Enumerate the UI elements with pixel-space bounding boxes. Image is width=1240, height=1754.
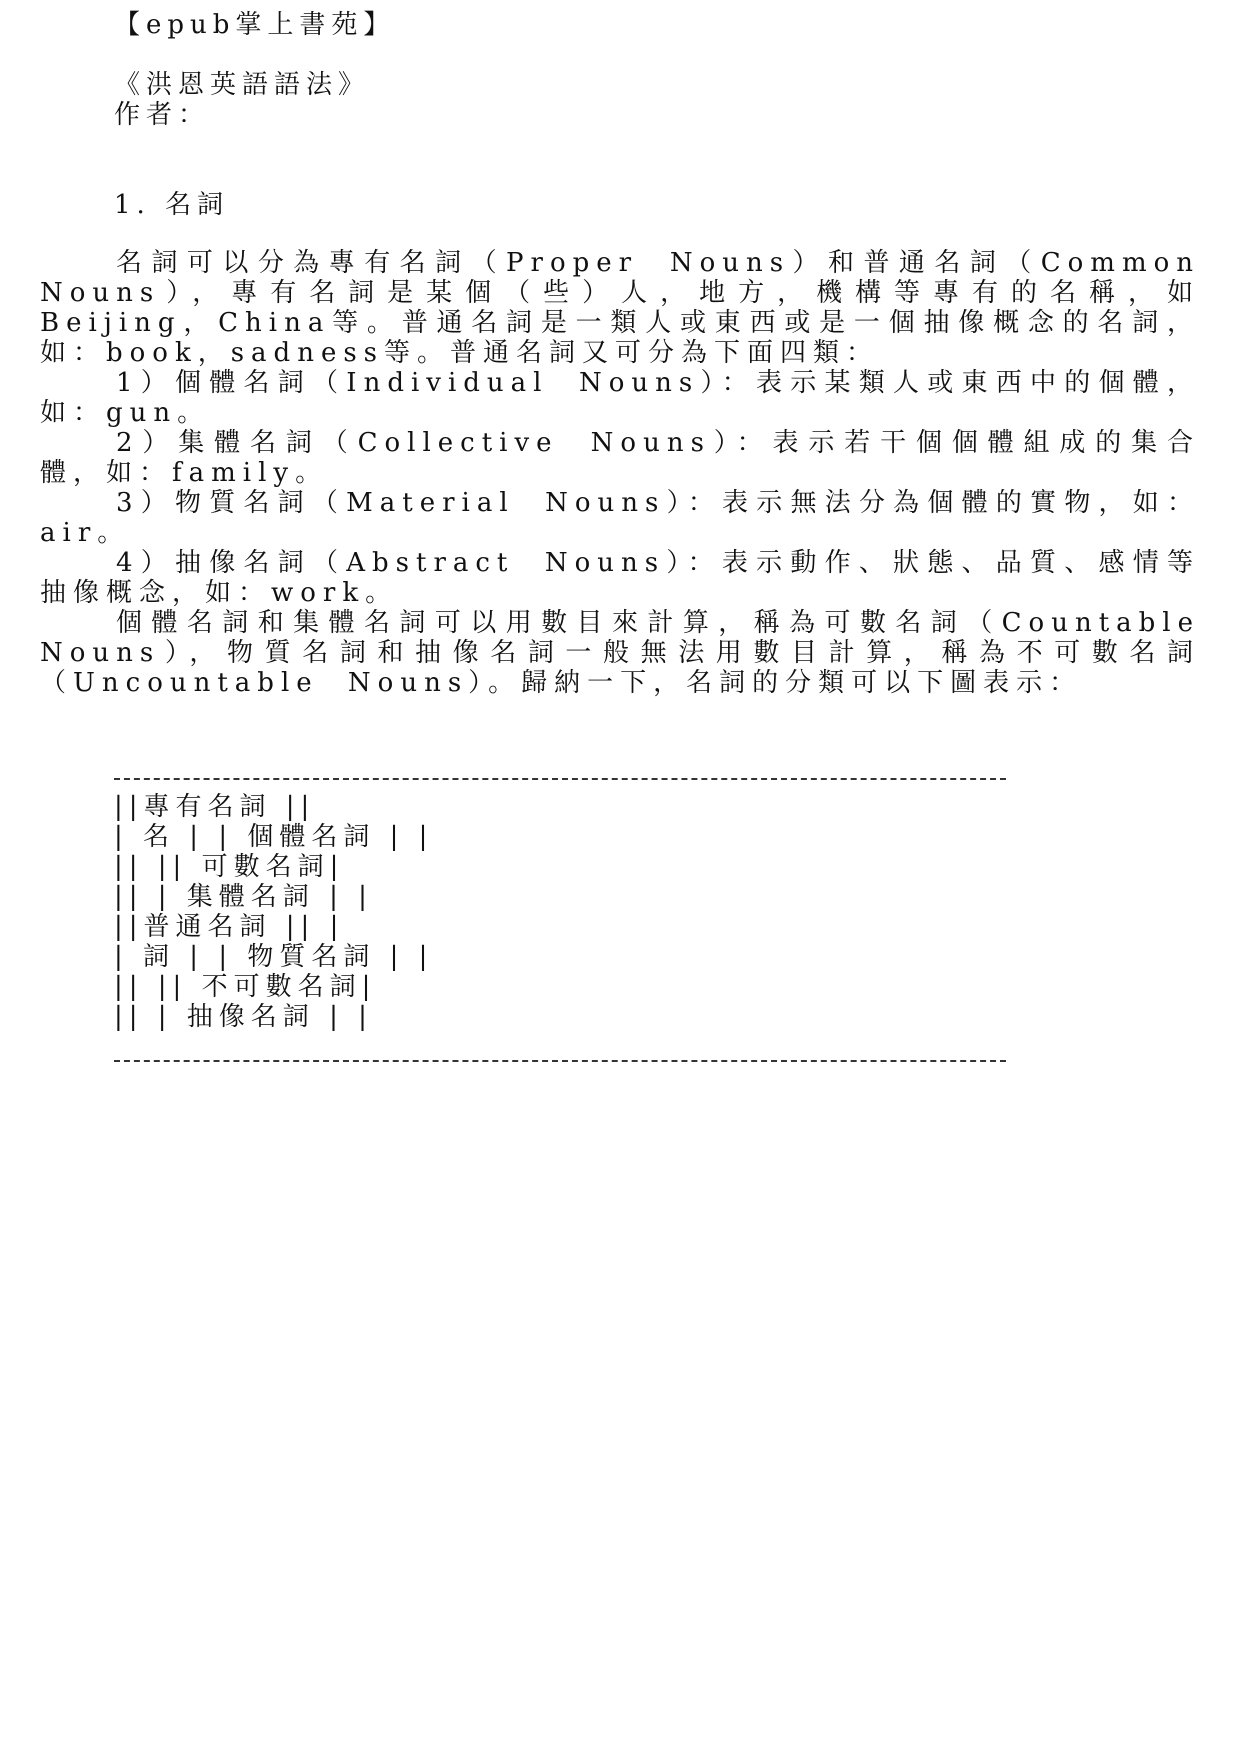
site-header: 【epub掌上書苑】 <box>114 10 396 40</box>
author-label: 作者： <box>114 100 211 130</box>
paragraph-material-nouns: 3）物質名詞（Material Nouns）：表示無法分為個體的實物，如：air。 <box>40 488 1200 548</box>
diagram-line: || || 可數名詞| <box>114 852 345 882</box>
diagram-line: || || 不可數名詞| <box>114 972 377 1002</box>
paragraph-individual-nouns: 1）個體名詞（Individual Nouns）：表示某類人或東西中的個體，如：gun。 <box>40 368 1200 428</box>
diagram-line: ||專有名詞 || <box>114 792 316 822</box>
noun-classification-diagram <box>114 792 433 1032</box>
diagram-top-rule <box>114 778 1006 780</box>
diagram-line: | 名 | | 個體名詞 | | <box>114 822 434 852</box>
paragraph-countable-summary: 個體名詞和集體名詞可以用數目來計算，稱為可數名詞（Countable Nouns），物質名詞和抽像名詞一般無法用數目計算，稱為不可數名詞（Uncountable Nouns）。歸納一下，名詞的分類可以下圖表示： <box>40 608 1200 698</box>
body-text <box>40 248 1200 698</box>
diagram-bottom-rule <box>114 1060 1006 1062</box>
section-heading: 1. 名詞 <box>114 190 230 220</box>
book-title: 《洪恩英語語法》 <box>114 70 371 100</box>
paragraph-collective-nouns: 2）集體名詞（Collective Nouns）：表示若干個個體組成的集合體，如：family。 <box>40 428 1200 488</box>
diagram-line: || | 集體名詞 | | <box>114 882 373 912</box>
diagram-line: || | 抽像名詞 | | <box>114 1002 373 1032</box>
paragraph-intro: 名詞可以分為專有名詞（Proper Nouns）和普通名詞（Common Nouns），專有名詞是某個（些）人，地方，機構等專有的名稱，如Beijing，China等。普通名詞是一類人或東西或是一個抽像概念的名詞，如：book，sadness等。普通名詞又可分為下面四類： <box>40 248 1200 368</box>
diagram-line: | 詞 | | 物質名詞 | | <box>114 942 434 972</box>
diagram-line: ||普通名詞 || | <box>114 912 345 942</box>
paragraph-abstract-nouns: 4）抽像名詞（Abstract Nouns）：表示動作、狀態、品質、感情等抽像概念，如：work。 <box>40 548 1200 608</box>
